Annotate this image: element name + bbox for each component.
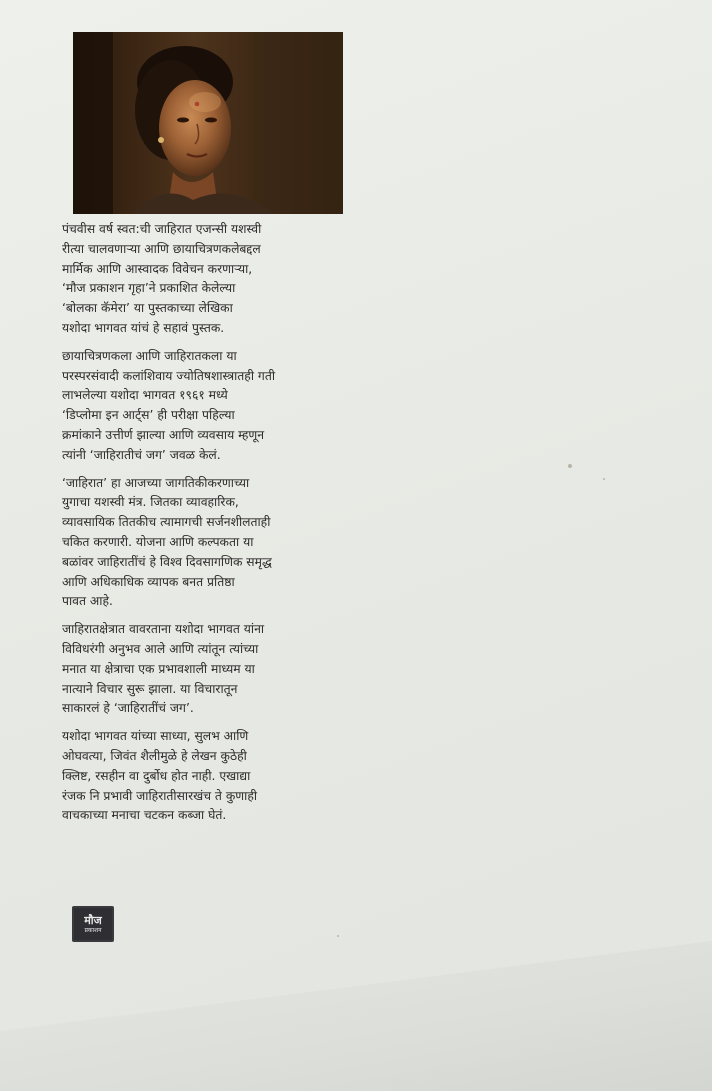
paper-speck: [603, 478, 605, 480]
text-line: पंचवीस वर्ष स्वत:ची जाहिरात एजन्सी यशस्वी: [62, 222, 262, 236]
text-line: साकारलं हे ‘जाहिरातींचं जग’.: [62, 701, 194, 716]
text-line: विविधरंगी अनुभव आले आणि त्यांतून त्यांच्या: [62, 641, 259, 656]
text-line: आणि अधिकाधिक व्यापक बनत प्रतिष्ठा: [62, 574, 235, 589]
text-line: व्यावसायिक तितकीच त्यामागची सर्जनशीलताही: [62, 515, 271, 530]
text-line: यशोदा भागवत यांचं हे सहावं पुस्तक.: [62, 320, 225, 335]
publisher-logo: [72, 906, 114, 942]
text-line: जाहिरातक्षेत्रात वावरताना यशोदा भागवत यांना: [62, 622, 265, 637]
paragraph-1: [62, 220, 362, 339]
paper-speck: [337, 935, 339, 937]
text-line: लाभलेल्या यशोदा भागवत १९६१ मध्ये: [62, 388, 228, 403]
text-line: बळांवर जाहिरातींचं हे विश्व दिवसागणिक समृद्ध: [62, 554, 272, 569]
text-line: क्लिष्ट, रसहीन वा दुर्बोध होत नाही. एखाद्या: [62, 768, 251, 783]
text-line: मनात या क्षेत्राचा एक प्रभावशाली माध्यम या: [62, 661, 255, 676]
text-line: ओघवत्या, जिवंत शैलीमुळे हे लेखन कुठेही: [62, 748, 247, 763]
text-line: मार्मिक आणि आस्वादक विवेचन करणाऱ्या,: [62, 261, 253, 276]
text-line: यशोदा भागवत यांच्या साध्या, सुलभ आणि: [62, 729, 249, 744]
text-line: युगाचा यशस्वी मंत्र. जितका व्यावहारिक,: [62, 495, 239, 510]
text-line: ‘जाहिरात’ हा आजच्या जागतिकीकरणाच्या: [62, 475, 250, 490]
text-line: छायाचित्रणकला आणि जाहिरातकला या: [62, 348, 237, 363]
text-line: ‘डिप्लोमा इन आर्ट्स’ ही परीक्षा पहिल्या: [62, 408, 235, 423]
paragraph-3: [62, 474, 362, 613]
publisher-logo-name: मौज: [84, 913, 102, 927]
paragraph-4: [62, 620, 362, 719]
text-line: ‘बोलका कॅमेरा’ या पुस्तकाच्या लेखिका: [62, 301, 233, 316]
text-line: त्यांनी ‘जाहिरातीचं जग’ जवळ केलं.: [62, 447, 221, 462]
text-line: रीत्या चालवणाऱ्या आणि छायाचित्रणकलेबद्दल: [62, 241, 261, 256]
text-line: पावत आहे.: [62, 594, 113, 609]
paragraph-2: [62, 347, 362, 466]
text-line: क्रमांकाने उत्तीर्ण झाल्या आणि व्यवसाय म्हणून: [62, 427, 265, 442]
text-line: रंजक नि प्रभावी जाहिरातीसारखंच ते कुणाही: [62, 788, 258, 803]
text-line: चकित करणारी. योजना आणि कल्पकता या: [62, 534, 254, 549]
cover-shadow: [0, 941, 712, 1091]
text-line: परस्परसंवादी कलांशिवाय ज्योतिषशास्त्रातही गती: [62, 368, 276, 383]
blurb-text: [62, 220, 362, 834]
paper-speck: [568, 464, 572, 468]
author-photo: [73, 32, 343, 214]
text-line: नात्याने विचार सुरू झाला. या विचारातून: [62, 681, 238, 696]
text-line: ‘मौज प्रकाशन गृहा’ने प्रकाशित केलेल्या: [62, 281, 236, 296]
paragraph-5: [62, 727, 362, 826]
publisher-logo-subtitle: प्रकाशन: [84, 926, 102, 934]
text-line: वाचकाच्या मनाचा चटकन कब्जा घेतं.: [62, 808, 227, 823]
